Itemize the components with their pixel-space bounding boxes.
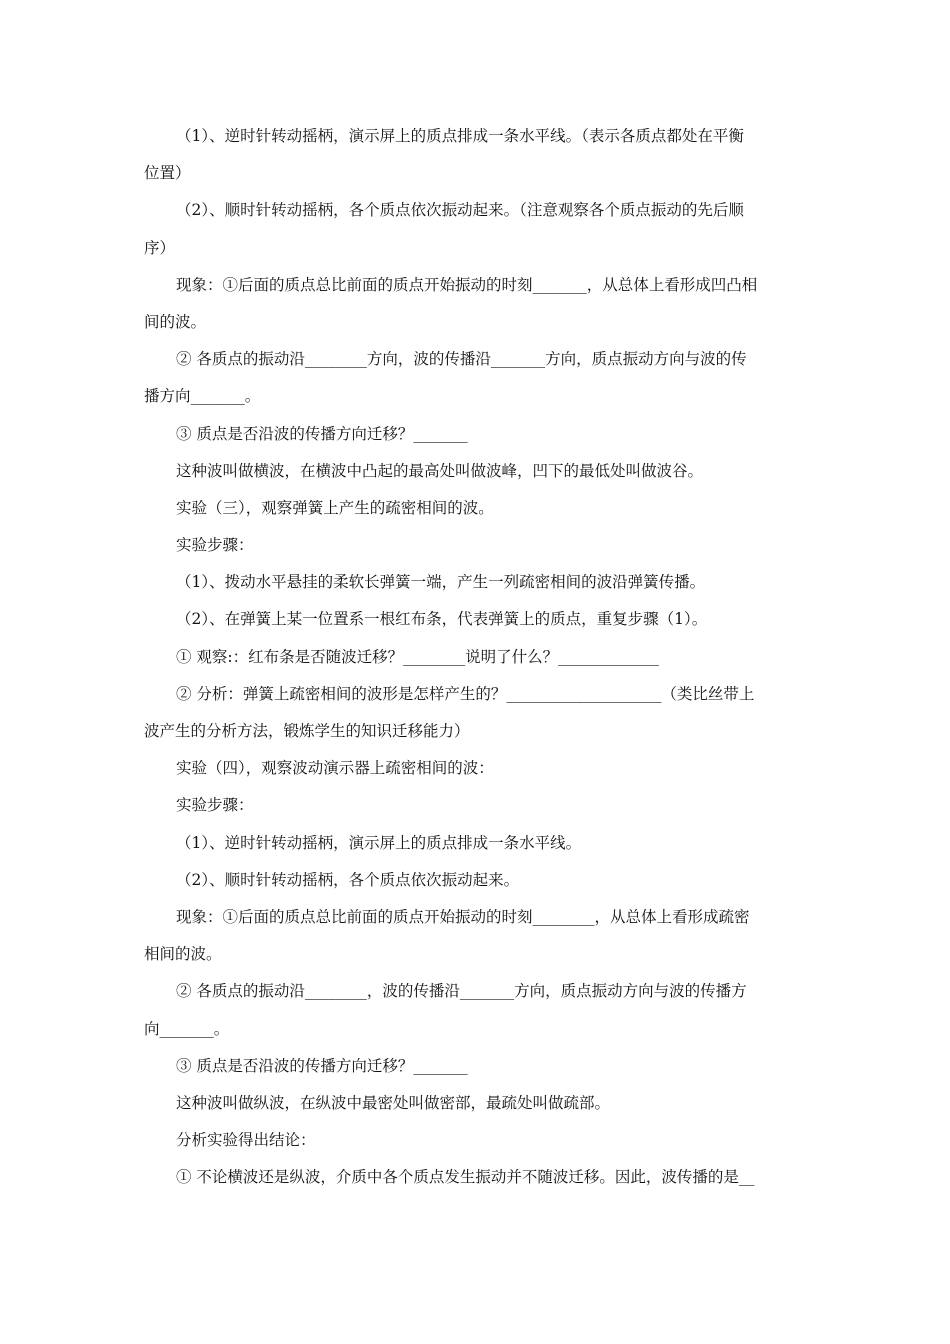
text-line: ① 观察:：红布条是否随波迁移？________说明了什么？_____________ xyxy=(176,647,659,666)
text-line: 这种波叫做纵波，在纵波中最密处叫做密部，最疏处叫做疏部。 xyxy=(176,1093,611,1112)
text-line: 实验步骤： xyxy=(176,536,254,555)
text-line: （1）、拨动水平悬挂的柔软长弹簧一端，产生一列疏密相间的波沿弹簧传播。 xyxy=(176,573,706,592)
text-line: 分析实验得出结论： xyxy=(176,1131,316,1150)
text-line: ① 不论横波还是纵波，介质中各个质点发生振动并不随波迁移。因此，波传播的是__ xyxy=(176,1168,755,1187)
text-line: 向_______。 xyxy=(144,1019,230,1038)
text-line: 现象：①后面的质点总比前面的质点开始振动的时刻________，从总体上看形成疏密 xyxy=(176,907,750,926)
text-line: 实验（三），观察弹簧上产生的疏密相间的波。 xyxy=(176,498,494,517)
text-line: 相间的波。 xyxy=(144,945,222,964)
text-line: ② 分析：弹簧上疏密相间的波形是怎样产生的？____________________（类比丝带上 xyxy=(176,684,755,703)
text-line: （1）、逆时针转动摇柄，演示屏上的质点排成一条水平线。 xyxy=(176,833,582,852)
text-line: （2）、在弹簧上某一位置系一根红布条，代表弹簧上的质点，重复步骤（1）。 xyxy=(176,610,708,629)
text-line: 间的波。 xyxy=(144,312,207,331)
text-line: ② 各质点的振动沿________方向，波的传播沿_______方向，质点振动方向与波的传 xyxy=(176,350,747,369)
text-line: 播方向_______。 xyxy=(144,387,261,406)
text-line: ③ 质点是否沿波的传播方向迁移？_______ xyxy=(176,424,468,443)
text-line: 实验步骤： xyxy=(176,796,254,815)
text-line: ② 各质点的振动沿________，波的传播沿_______方向，质点振动方向与波的传播方 xyxy=(176,982,747,1001)
text-line: ③ 质点是否沿波的传播方向迁移？_______ xyxy=(176,1056,468,1075)
text-line: 位置） xyxy=(144,164,191,183)
text-line: 序） xyxy=(144,238,176,257)
text-line: （2）、顺时针转动摇柄，各个质点依次振动起来。 xyxy=(176,870,520,889)
text-line: （2）、顺时针转动摇柄，各个质点依次振动起来。（注意观察各个质点振动的先后顺 xyxy=(176,201,744,220)
text-line: 波产生的分析方法，锻炼学生的知识迁移能力） xyxy=(144,722,470,740)
text-line: （1）、逆时针转动摇柄，演示屏上的质点排成一条水平线。（表示各质点都处在平衡 xyxy=(176,127,744,145)
document-body xyxy=(144,118,808,1196)
text-line: 这种波叫做横波，在横波中凸起的最高处叫做波峰，凹下的最低处叫做波谷。 xyxy=(176,461,704,480)
text-line: 实验（四），观察波动演示器上疏密相间的波： xyxy=(176,759,494,778)
text-line: 现象：①后面的质点总比前面的质点开始振动的时刻_______，从总体上看形成凹凸相 xyxy=(176,275,758,294)
